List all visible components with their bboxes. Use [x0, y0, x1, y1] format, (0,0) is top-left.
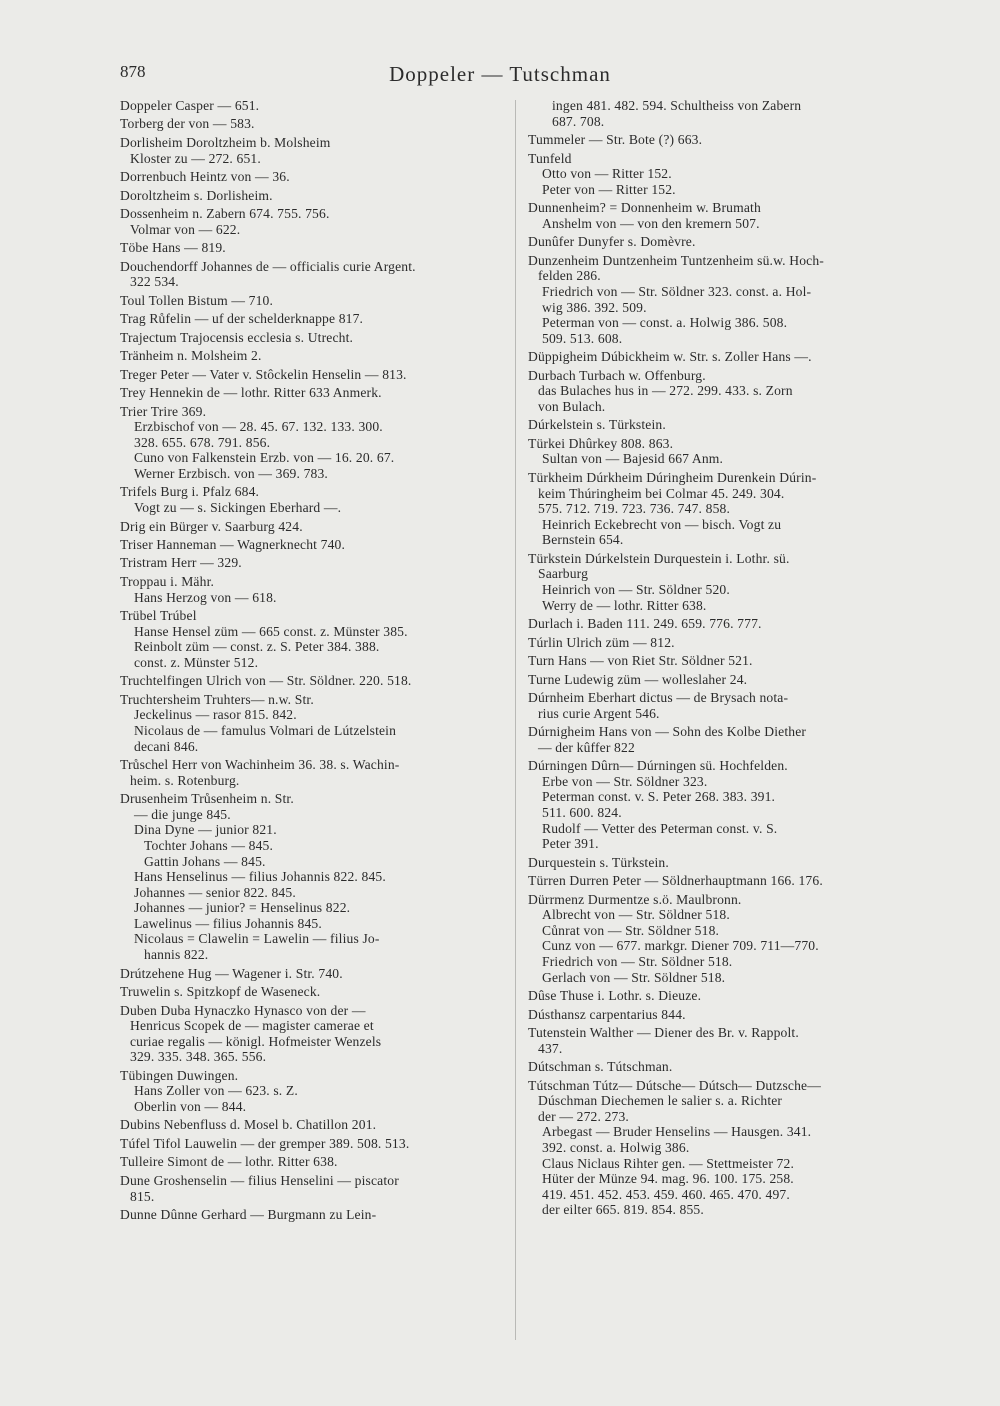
- index-line: von Bulach.: [538, 398, 606, 414]
- index-line: 392. const. a. Holwig 386.: [542, 1139, 690, 1155]
- index-line: Gattin Johans — 845.: [144, 853, 266, 869]
- index-line: Saarburg: [538, 566, 589, 582]
- index-entry: [120, 98, 505, 114]
- index-entry: [528, 616, 926, 632]
- index-line: Kloster zu — 272. 651.: [130, 150, 261, 166]
- index-line: Drútzehene Hug — Wagener i. Str. 740.: [120, 965, 343, 981]
- index-line: Trag Růfelin — uf der schelderknappe 817.: [120, 311, 364, 327]
- index-line: decani 846.: [134, 738, 199, 754]
- index-entry: [120, 188, 505, 204]
- index-line: Dúrnigheim Hans von — Sohn des Kolbe Diether: [528, 724, 807, 740]
- index-line: Dune Groshenselin — filius Henselini — piscator: [120, 1172, 399, 1188]
- index-entry: [528, 690, 926, 721]
- index-entry: [528, 855, 926, 871]
- index-line: 511. 600. 824.: [542, 804, 622, 820]
- index-line: Dúschman Diechemen le salier s. a. Richter: [538, 1093, 783, 1109]
- index-line: 328. 655. 678. 791. 856.: [134, 434, 271, 450]
- index-line: Cůnrat von — Str. Söldner 518.: [542, 922, 720, 938]
- index-line: Tunfeld: [528, 150, 572, 166]
- index-line: Hanse Hensel züm — 665 const. z. Münster 385.: [134, 623, 408, 639]
- index-line: Dürrmenz Durmentze s.ö. Maulbronn.: [528, 891, 742, 907]
- page-number: 878: [120, 62, 146, 81]
- index-entry: [120, 1173, 505, 1204]
- index-line: Sultan von — Bajesid 667 Anm.: [542, 451, 724, 467]
- index-line: keim Thúringheim bei Colmar 45. 249. 304.: [538, 485, 785, 501]
- index-line: Johannes — junior? = Henselinus 822.: [134, 900, 351, 916]
- index-line: Johannes — senior 822. 845.: [134, 884, 296, 900]
- index-entry: [120, 240, 505, 256]
- index-line: Volmar von — 622.: [130, 221, 241, 237]
- index-entry: [528, 724, 926, 755]
- index-line: Erbe von — Str. Söldner 323.: [542, 773, 708, 789]
- index-line: wig 386. 392. 509.: [542, 299, 647, 315]
- index-line: Peterman const. v. S. Peter 268. 383. 391.: [542, 789, 776, 805]
- index-line: Hüter der Münze 94. mag. 96. 100. 175. 258.: [542, 1171, 794, 1187]
- index-entry: [120, 574, 505, 605]
- index-line: Douchendorff Johannes de — officialis curie Argent.: [120, 258, 416, 274]
- index-line: Claus Niclaus Rihter gen. — Stettmeister 72.: [542, 1155, 795, 1171]
- index-line: Tulleire Simont de — lothr. Ritter 638.: [120, 1154, 338, 1170]
- index-line: der — 272. 273.: [538, 1108, 629, 1124]
- index-line: Durbach Turbach w. Offenburg.: [528, 367, 706, 383]
- index-line: 815.: [130, 1188, 155, 1204]
- index-line: Trajectum Trajocensis ecclesia s. Utrecht.: [120, 329, 354, 345]
- index-line: Turn Hans — von Riet Str. Söldner 521.: [528, 653, 753, 669]
- index-line: Tútschman Tútz— Dútsche— Dútsch— Dutzsche—: [528, 1077, 821, 1093]
- index-line: Heinrich Eckebrecht von — bisch. Vogt zu: [542, 516, 782, 532]
- index-line: 575. 712. 719. 723. 736. 747. 858.: [538, 501, 731, 517]
- index-line: Dorlisheim Doroltzheim b. Molsheim: [120, 134, 331, 150]
- index-entry: [528, 368, 926, 415]
- index-line: Hans Henselinus — filius Johannis 822. 845.: [134, 869, 386, 885]
- index-line: Tränheim n. Molsheim 2.: [120, 348, 262, 364]
- index-entry: [120, 1136, 505, 1152]
- index-line: Toul Tollen Bistum — 710.: [120, 292, 274, 308]
- index-entry: [120, 791, 505, 963]
- index-line: Bernstein 654.: [542, 532, 624, 548]
- index-line: Vogt zu — s. Sickingen Eberhard —.: [134, 500, 342, 516]
- index-entry: [120, 984, 505, 1000]
- index-line: Túfel Tifol Lauwelin — der gremper 389. 508. 513.: [120, 1135, 410, 1151]
- running-head: Doppeler — Tutschman: [389, 62, 611, 86]
- index-entry: [528, 892, 926, 986]
- index-line: Hans Zoller von — 623. s. Z.: [134, 1083, 298, 1099]
- index-line: Trey Hennekin de — lothr. Ritter 633 Anmerk.: [120, 385, 382, 401]
- index-line: Albrecht von — Str. Söldner 518.: [542, 907, 730, 923]
- index-entry: [120, 757, 505, 788]
- index-line: Töbe Hans — 819.: [120, 240, 226, 256]
- index-line: Durquestein s. Türkstein.: [528, 854, 669, 870]
- index-line: 329. 335. 348. 365. 556.: [130, 1049, 267, 1065]
- index-line: Dunûfer Dunyfer s. Domèvre.: [528, 234, 696, 250]
- index-line: Trier Trire 369.: [120, 403, 207, 419]
- index-line: Drusenheim Trůsenheim n. Str.: [120, 791, 294, 807]
- index-line: das Bulaches hus in — 272. 299. 433. s. Zorn: [538, 383, 793, 399]
- index-line: Henricus Scopek de — magister camerae et: [130, 1018, 374, 1034]
- index-line: hannis 822.: [144, 947, 209, 963]
- index-line: Reinbolt züm — const. z. S. Peter 384. 388.: [134, 639, 380, 655]
- index-line: Peter 391.: [542, 836, 599, 852]
- index-entry: [528, 988, 926, 1004]
- index-entry: [528, 672, 926, 688]
- index-entry: [120, 608, 505, 670]
- index-entry: [528, 653, 926, 669]
- index-line: Tübingen Duwingen.: [120, 1067, 239, 1083]
- index-line: Troppau i. Mähr.: [120, 573, 215, 589]
- index-line: Durlach i. Baden 111. 249. 659. 776. 777.: [528, 616, 762, 632]
- index-line: Arbegast — Bruder Henselins — Hausgen. 341.: [542, 1124, 812, 1140]
- index-line: 509. 513. 608.: [542, 330, 623, 346]
- index-line: Otto von — Ritter 152.: [542, 166, 672, 182]
- index-entry: [120, 293, 505, 309]
- index-line: Trifels Burg i. Pfalz 684.: [120, 484, 260, 500]
- index-line: Tummeler — Str. Bote (?) 663.: [528, 132, 703, 148]
- index-entry: [528, 1059, 926, 1075]
- index-line: Düppigheim Dúbickheim w. Str. s. Zoller Hans —.: [528, 349, 812, 365]
- index-line: Cunz von — 677. markgr. Diener 709. 711—770.: [542, 938, 819, 954]
- index-line: rius curie Argent 546.: [538, 705, 660, 721]
- index-line: 687. 708.: [552, 113, 605, 129]
- index-entry: [120, 259, 505, 290]
- index-line: Werner Erzbisch. von — 369. 783.: [134, 465, 328, 481]
- index-line: Tristram Herr — 329.: [120, 555, 242, 571]
- index-entry: [528, 1007, 926, 1023]
- index-line: Türkei Dhûrkey 808. 863.: [528, 435, 674, 451]
- index-line: Heinrich von — Str. Söldner 520.: [542, 582, 730, 598]
- index-line: 322 534.: [130, 274, 179, 290]
- index-line: Trůschel Herr von Wachinheim 36. 38. s. Wachin-: [120, 757, 400, 773]
- index-line: Truchtelfingen Ulrich von — Str. Söldner. 220. 518.: [120, 673, 412, 689]
- index-line: — der kûffer 822: [538, 739, 635, 755]
- index-line: 437.: [538, 1040, 563, 1056]
- index-entry: [528, 1025, 926, 1056]
- index-line: Peterman von — const. a. Holwig 386. 508.: [542, 315, 788, 331]
- index-entry: [528, 417, 926, 433]
- index-line: 419. 451. 452. 453. 459. 460. 465. 470. 497.: [542, 1186, 790, 1202]
- index-entry: [528, 98, 926, 129]
- index-entry: [528, 349, 926, 365]
- index-line: Trübel Trúbel: [120, 608, 197, 624]
- index-entry: [120, 367, 505, 383]
- index-line: heim. s. Rotenburg.: [130, 772, 240, 788]
- index-line: Doppeler Casper — 651.: [120, 98, 260, 113]
- index-entry: [528, 132, 926, 148]
- index-entry: [528, 1078, 926, 1218]
- index-line: Truchtersheim Truhters— n.w. Str.: [120, 691, 314, 707]
- index-entry: [120, 1117, 505, 1133]
- index-entry: [120, 537, 505, 553]
- index-entry: [120, 692, 505, 754]
- index-entry: [120, 135, 505, 166]
- index-line: Jeckelinus — rasor 815. 842.: [134, 707, 297, 723]
- index-entry: [120, 348, 505, 364]
- index-line: Dunne Dûnne Gerhard — Burgmann zu Lein-: [120, 1206, 377, 1222]
- index-line: Rudolf — Vetter des Peterman const. v. S.: [542, 820, 778, 836]
- index-line: Oberlin von — 844.: [134, 1098, 247, 1114]
- index-line: Dúrnheim Eberhart dictus — de Brysach nota-: [528, 690, 789, 706]
- index-line: Gerlach von — Str. Söldner 518.: [542, 969, 726, 985]
- index-line: Tochter Johans — 845.: [144, 837, 274, 853]
- index-entry: [528, 873, 926, 889]
- index-line: Túrlin Ulrich züm — 812.: [528, 634, 675, 650]
- index-line: felden 286.: [538, 268, 601, 284]
- index-line: Dûse Thuse i. Lothr. s. Dieuze.: [528, 988, 702, 1004]
- index-line: der eilter 665. 819. 854. 855.: [542, 1202, 704, 1218]
- index-line: Erzbischof von — 28. 45. 67. 132. 133. 300.: [134, 419, 383, 435]
- index-line: Truwelin s. Spitzkopf de Waseneck.: [120, 984, 321, 1000]
- index-line: Hans Herzog von — 618.: [134, 589, 277, 605]
- index-entry: [120, 555, 505, 571]
- index-entry: [120, 673, 505, 689]
- index-line: Peter von — Ritter 152.: [542, 181, 676, 197]
- index-line: Turne Ludewig züm — wolleslaher 24.: [528, 671, 748, 687]
- index-line: Cuno von Falkenstein Erzb. von — 16. 20. 67.: [134, 450, 395, 466]
- index-entry: [528, 200, 926, 231]
- index-entry: [528, 635, 926, 651]
- right-column: [528, 98, 926, 1221]
- index-entry: [528, 551, 926, 613]
- index-entry: [120, 1154, 505, 1170]
- index-line: Türkheim Dúrkheim Dúringheim Durenkein Dúrin-: [528, 469, 817, 485]
- index-entry: [120, 116, 505, 132]
- column-divider: [515, 100, 516, 1340]
- index-entry: [120, 385, 505, 401]
- index-line: Triser Hanneman — Wagnerknecht 740.: [120, 536, 346, 552]
- index-line: Dunnenheim? = Donnenheim w. Brumath: [528, 200, 761, 216]
- index-line: ingen 481. 482. 594. Schultheiss von Zabern: [552, 98, 802, 113]
- index-line: Dúrkelstein s. Türkstein.: [528, 417, 666, 433]
- index-line: Dútschman s. Tútschman.: [528, 1059, 673, 1075]
- index-line: Duben Duba Hynaczko Hynasco von der —: [120, 1002, 366, 1018]
- index-line: Dorrenbuch Heintz von — 36.: [120, 169, 290, 185]
- index-line: Dúrningen Dûrn— Dúrningen sü. Hochfelden.: [528, 758, 788, 774]
- index-line: Anshelm von — von den kremern 507.: [542, 215, 760, 231]
- index-entry: [528, 758, 926, 852]
- left-column: [120, 98, 505, 1225]
- index-entry: [120, 1003, 505, 1065]
- index-line: Nicolaus = Clawelin = Lawelin — filius Jo-: [134, 931, 380, 947]
- index-line: Dubins Nebenfluss d. Mosel b. Chatillon 201.: [120, 1117, 377, 1133]
- index-entry: [120, 966, 505, 982]
- index-line: Friedrich von — Str. Söldner 518.: [542, 953, 733, 969]
- index-line: Drig ein Bürger v. Saarburg 424.: [120, 518, 303, 534]
- index-entry: [528, 470, 926, 548]
- index-entry: [120, 330, 505, 346]
- index-line: Lawelinus — filius Johannis 845.: [134, 915, 322, 931]
- index-entry: [528, 436, 926, 467]
- index-entry: [120, 404, 505, 482]
- index-line: — die junge 845.: [134, 806, 231, 822]
- index-line: Doroltzheim s. Dorlisheim.: [120, 187, 273, 203]
- index-entry: [528, 234, 926, 250]
- index-entry: [120, 519, 505, 535]
- index-entry: [120, 206, 505, 237]
- index-entry: [528, 151, 926, 198]
- index-entry: [120, 169, 505, 185]
- index-entry: [120, 484, 505, 515]
- index-line: Dossenheim n. Zabern 674. 755. 756.: [120, 206, 330, 222]
- index-line: Dunzenheim Duntzenheim Tuntzenheim sü.w. Hoch-: [528, 252, 824, 268]
- index-entry: [120, 311, 505, 327]
- index-line: Dina Dyne — junior 821.: [134, 822, 277, 838]
- index-entry: [120, 1068, 505, 1115]
- index-line: Tutenstein Walther — Diener des Br. v. Rappolt.: [528, 1025, 799, 1041]
- index-line: const. z. Münster 512.: [134, 654, 259, 670]
- index-line: Türren Durren Peter — Söldnerhauptmann 166. 176.: [528, 873, 823, 889]
- index-line: curiae regalis — königl. Hofmeister Wenzels: [130, 1033, 382, 1049]
- index-line: Friedrich von — Str. Söldner 323. const. a. Hol-: [542, 283, 812, 299]
- index-entry: [120, 1207, 505, 1223]
- index-line: Dústhansz carpentarius 844.: [528, 1006, 686, 1022]
- index-line: Türkstein Dúrkelstein Durquestein i. Lothr. sü.: [528, 550, 790, 566]
- index-line: Nicolaus de — famulus Volmari de Lútzelstein: [134, 722, 397, 738]
- index-line: Treger Peter — Vater v. Stôckelin Henselin — 813.: [120, 366, 407, 382]
- index-line: Torberg der von — 583.: [120, 116, 255, 132]
- index-entry: [528, 253, 926, 347]
- index-line: Werry de — lothr. Ritter 638.: [542, 597, 707, 613]
